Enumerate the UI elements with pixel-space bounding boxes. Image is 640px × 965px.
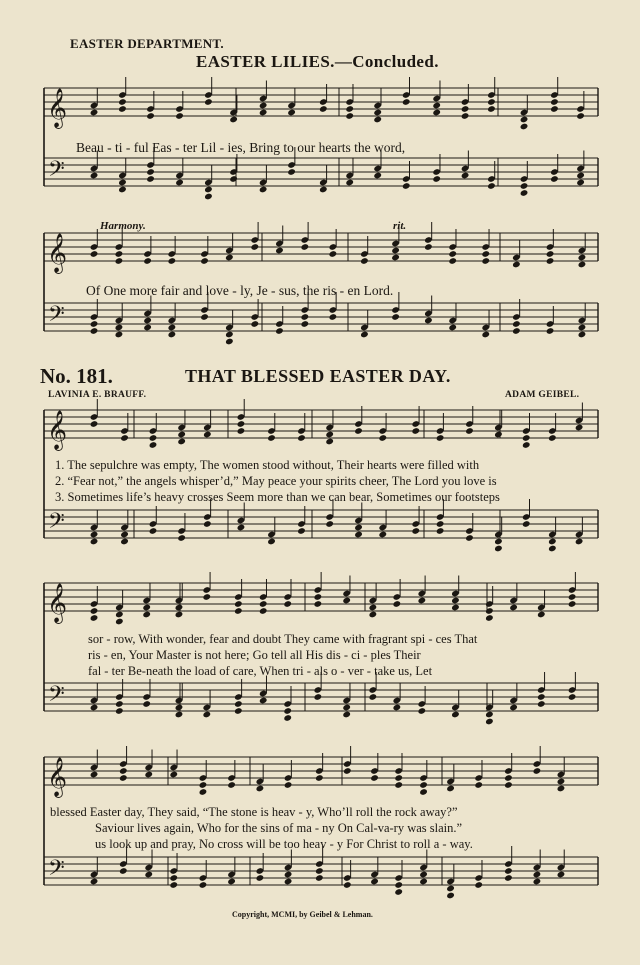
note-head [234, 707, 243, 715]
note-head [360, 331, 369, 339]
note-head [394, 881, 403, 889]
note-head [202, 711, 211, 719]
hymn-title: THAT BLESSED EASTER DAY. [185, 366, 451, 386]
note-head [177, 438, 186, 446]
note-head [576, 172, 585, 180]
note-head [287, 109, 296, 117]
note-head [548, 538, 557, 546]
note-head [481, 257, 490, 265]
note-head [394, 774, 403, 782]
note-head [144, 771, 153, 779]
note-head [576, 179, 585, 187]
note-head [202, 593, 211, 601]
note-head [373, 109, 382, 117]
note-head [169, 771, 178, 779]
note-head [287, 168, 296, 176]
note-head [461, 112, 470, 120]
note-head [90, 109, 99, 117]
note-head [394, 888, 403, 896]
note-head [474, 781, 483, 789]
note-head [259, 109, 268, 117]
note-head [342, 597, 351, 605]
note-head [512, 261, 521, 269]
note-head [461, 172, 470, 180]
note-head [568, 593, 577, 601]
note-head [325, 520, 334, 528]
note-head [319, 186, 328, 194]
note-head [146, 175, 155, 183]
note-head [297, 527, 306, 535]
note-head [234, 607, 243, 615]
note-head [485, 718, 494, 726]
note-head [393, 600, 402, 608]
note-head [576, 112, 585, 120]
note-head [578, 261, 587, 269]
note-head [369, 611, 378, 619]
note-head [360, 257, 369, 265]
note-head [267, 434, 276, 442]
note-head [90, 420, 99, 428]
verse-line: blessed Easter day, They said, “The stone is heav - y, Who’ll roll the rock away?” [50, 805, 458, 819]
note-head [487, 182, 496, 190]
note-head [533, 871, 542, 879]
note-head [175, 604, 184, 612]
note-head [146, 112, 155, 120]
note-head [175, 704, 184, 712]
note-head [168, 257, 177, 265]
note-head [267, 538, 276, 546]
note-head [432, 175, 441, 183]
note-head [234, 600, 243, 608]
verse-line: sor - row, With wonder, fear and doubt They came with fragrant spi - ces That [88, 632, 478, 646]
note-head [411, 527, 420, 535]
note-head [118, 186, 127, 194]
note-head [115, 707, 124, 715]
note-head [175, 611, 184, 619]
note-head [419, 871, 428, 879]
note-head [237, 524, 246, 532]
note-head [259, 607, 268, 615]
note-head [419, 788, 428, 796]
note-head [234, 700, 243, 708]
verse-line: 2. “Fear not,” the angels whisper’d,” May peace your spirits cheer, The Lord you love is [55, 474, 497, 488]
note-head [512, 320, 521, 328]
note-head [578, 331, 587, 339]
note-head [522, 441, 531, 449]
note-head [90, 607, 99, 615]
note-head [142, 611, 151, 619]
note-head [256, 785, 265, 793]
note-head [504, 774, 513, 782]
note-head [314, 693, 323, 701]
note-head [177, 534, 186, 542]
note-head [259, 186, 268, 194]
note-head [225, 338, 234, 346]
note-head [315, 867, 324, 875]
note-head [446, 885, 455, 893]
note-head [546, 327, 555, 335]
note-head [284, 878, 293, 886]
note-head [325, 431, 334, 439]
note-head [451, 597, 460, 605]
note-head [418, 707, 427, 715]
note-head [119, 867, 128, 875]
note-head [354, 524, 363, 532]
note-head [378, 531, 387, 539]
note-head [237, 427, 246, 435]
note-head [373, 116, 382, 124]
note-head [90, 878, 99, 886]
note-head [548, 545, 557, 553]
note-head [373, 172, 382, 180]
note-head [481, 250, 490, 258]
note-head [418, 597, 427, 605]
note-head [343, 767, 352, 775]
department-heading: EASTER DEPARTMENT. [70, 36, 224, 51]
note-head [284, 781, 293, 789]
lyric-line: Beau - ti - ful Eas - ter Lil - ies, Bring to our hearts the word, [76, 140, 406, 155]
harmony-mark: Harmony. [100, 220, 146, 232]
note-head [487, 105, 496, 113]
verse-line: Saviour lives again, Who for the sins of ma - ny On Cal-va-ry was slain.” [95, 821, 463, 835]
note-head [451, 604, 460, 612]
note-head [481, 331, 490, 339]
note-head [436, 434, 445, 442]
note-head [149, 527, 158, 535]
note-head [146, 168, 155, 176]
treble-clef: 𝄞 [47, 233, 68, 273]
note-head [448, 250, 457, 258]
note-head [118, 98, 127, 106]
note-head [419, 878, 428, 886]
note-head [250, 243, 259, 251]
note-head [301, 243, 310, 251]
song-title-easter-lilies: EASTER LILIES.—Concluded. [196, 52, 439, 71]
note-head [168, 324, 177, 332]
note-head [256, 874, 265, 882]
note-head [319, 105, 328, 113]
note-head [90, 704, 99, 712]
note-head [119, 767, 128, 775]
note-head [394, 781, 403, 789]
note-head [494, 431, 503, 439]
note-head [90, 614, 99, 622]
note-head [461, 105, 470, 113]
note-head [175, 179, 184, 187]
note-head [90, 771, 99, 779]
note-head [225, 254, 234, 262]
note-head [578, 324, 587, 332]
note-head [275, 327, 284, 335]
note-head [329, 250, 338, 258]
hymn-number: No. 181. [40, 364, 113, 388]
note-head [402, 182, 411, 190]
note-head [578, 254, 587, 262]
note-head [325, 438, 334, 446]
verse-line: ris - en, Your Master is not here; Go tell all His dis - ci - ples Their [88, 648, 421, 662]
note-head [509, 604, 518, 612]
note-head [115, 618, 124, 626]
note-head [504, 874, 513, 882]
note-head [149, 441, 158, 449]
note-head [504, 781, 513, 789]
note-head [142, 700, 151, 708]
note-head [436, 527, 445, 535]
note-head [465, 427, 474, 435]
note-head [568, 600, 577, 608]
note-head [446, 892, 455, 900]
note-head [143, 317, 152, 325]
note-head [120, 538, 129, 546]
note-head [90, 172, 99, 180]
note-head [283, 714, 292, 722]
note-head [370, 774, 379, 782]
note-head [227, 781, 236, 789]
note-head [259, 697, 268, 705]
note-head [557, 785, 566, 793]
note-head [550, 175, 559, 183]
note-head [575, 424, 584, 432]
note-head [474, 881, 483, 889]
note-head [225, 331, 234, 339]
verse-line: fal - ter Be-neath the load of care, When tri - als o - ver - take us, Let [88, 664, 433, 678]
note-head [250, 320, 259, 328]
note-head [393, 704, 402, 712]
copyright-notice: Copyright, MCMI, by Geibel & Lehman. [232, 910, 373, 919]
note-head [90, 327, 99, 335]
note-head [520, 182, 529, 190]
note-head [342, 704, 351, 712]
note-head [345, 105, 354, 113]
bass-clef: 𝄢 [48, 157, 65, 187]
note-head [115, 324, 124, 332]
note-head [115, 250, 124, 258]
note-head [115, 257, 124, 265]
note-head [546, 257, 555, 265]
note-head [487, 98, 496, 106]
note-head [537, 611, 546, 619]
note-head [143, 257, 152, 265]
note-head [204, 193, 213, 201]
note-head [436, 520, 445, 528]
note-head [175, 112, 184, 120]
note-head [90, 531, 99, 539]
note-head [168, 331, 177, 339]
note-head [465, 534, 474, 542]
note-head [419, 781, 428, 789]
note-head [522, 520, 531, 528]
note-head [199, 788, 208, 796]
note-head [259, 600, 268, 608]
note-head [424, 243, 433, 251]
note-head [199, 881, 208, 889]
note-head [199, 781, 208, 789]
note-head [144, 871, 153, 879]
note-head [204, 98, 213, 106]
note-head [485, 614, 494, 622]
note-head [370, 878, 379, 886]
note-head [354, 427, 363, 435]
note-head [227, 878, 236, 886]
note-head [203, 520, 212, 528]
note-head [90, 320, 99, 328]
note-head [557, 778, 566, 786]
note-head [229, 116, 238, 124]
note-head [283, 600, 292, 608]
lyricist-credit: LAVINIA E. BRAUFF. [48, 390, 147, 400]
note-head [424, 317, 433, 325]
verse-line: us look up and pray, No cross will be too heav - y For Christ to roll a - way. [95, 837, 473, 851]
note-head [200, 313, 209, 321]
note-head [314, 593, 323, 601]
note-head [391, 247, 400, 255]
note-head [575, 538, 584, 546]
note-head [568, 693, 577, 701]
note-head [237, 420, 246, 428]
note-head [115, 331, 124, 339]
note-head [90, 538, 99, 546]
note-head [297, 434, 306, 442]
note-head [432, 102, 441, 110]
note-head [284, 871, 293, 879]
note-head [275, 247, 284, 255]
note-head [343, 881, 352, 889]
note-head [509, 704, 518, 712]
note-head [550, 105, 559, 113]
note-head [175, 711, 184, 719]
note-head [301, 313, 310, 321]
note-head [402, 98, 411, 106]
note-head [204, 186, 213, 194]
note-head [119, 774, 128, 782]
note-head [520, 189, 529, 197]
verse-line: 3. Sometimes life’s heavy crosses Seem more than we can bear, Sometimes our footsteps [55, 490, 500, 504]
note-head [520, 123, 529, 131]
note-head [369, 604, 378, 612]
note-head [494, 538, 503, 546]
note-head [391, 254, 400, 262]
note-head [533, 878, 542, 886]
note-head [446, 785, 455, 793]
note-head [200, 257, 209, 265]
note-head [522, 434, 531, 442]
note-head [546, 250, 555, 258]
note-head [485, 607, 494, 615]
note-head [329, 313, 338, 321]
verse-line: 1. The sepulchre was empty, The women stood without, Their hearts were filled with [55, 458, 480, 472]
note-head [315, 774, 324, 782]
note-head [142, 604, 151, 612]
bass-clef: 𝄢 [48, 682, 65, 712]
note-head [314, 600, 323, 608]
composer-credit: ADAM GEIBEL. [505, 390, 580, 400]
note-head [177, 431, 186, 439]
note-head [345, 112, 354, 120]
note-head [203, 431, 212, 439]
treble-clef: 𝄞 [47, 88, 68, 128]
note-head [494, 545, 503, 553]
note-head [169, 874, 178, 882]
treble-clef: 𝄞 [47, 410, 68, 450]
note-head [369, 693, 378, 701]
note-head [345, 179, 354, 187]
note-head [557, 871, 566, 879]
note-head [342, 711, 351, 719]
note-head [149, 434, 158, 442]
note-head [259, 102, 268, 110]
note-head [537, 693, 546, 701]
note-head [90, 250, 99, 258]
note-head [550, 98, 559, 106]
note-head [143, 324, 152, 332]
note-head [448, 257, 457, 265]
note-head [283, 707, 292, 715]
note-head [315, 874, 324, 882]
note-head [537, 700, 546, 708]
note-head [301, 320, 310, 328]
note-head [169, 881, 178, 889]
note-head [432, 109, 441, 117]
note-head [512, 327, 521, 335]
note-head [391, 313, 400, 321]
note-head [533, 767, 542, 775]
note-head [378, 434, 387, 442]
note-head [115, 611, 124, 619]
bass-clef: 𝄢 [48, 856, 65, 886]
note-head [120, 434, 129, 442]
note-head [354, 531, 363, 539]
note-head [118, 105, 127, 113]
note-head [411, 427, 420, 435]
note-head [229, 175, 238, 183]
note-head [120, 531, 129, 539]
note-head [485, 711, 494, 719]
lyric-line: Of One more fair and love - ly, Je - sus, the ris - en Lord. [86, 283, 394, 298]
ritardando-mark: rit. [393, 220, 407, 232]
note-head [118, 179, 127, 187]
bass-clef: 𝄢 [48, 509, 65, 539]
note-head [520, 116, 529, 124]
bass-clef: 𝄢 [48, 302, 65, 332]
note-head [548, 434, 557, 442]
note-head [451, 711, 460, 719]
note-head [115, 700, 124, 708]
note-head [504, 867, 513, 875]
treble-clef: 𝄞 [47, 757, 68, 797]
treble-clef: 𝄞 [47, 583, 68, 623]
note-head [448, 324, 457, 332]
